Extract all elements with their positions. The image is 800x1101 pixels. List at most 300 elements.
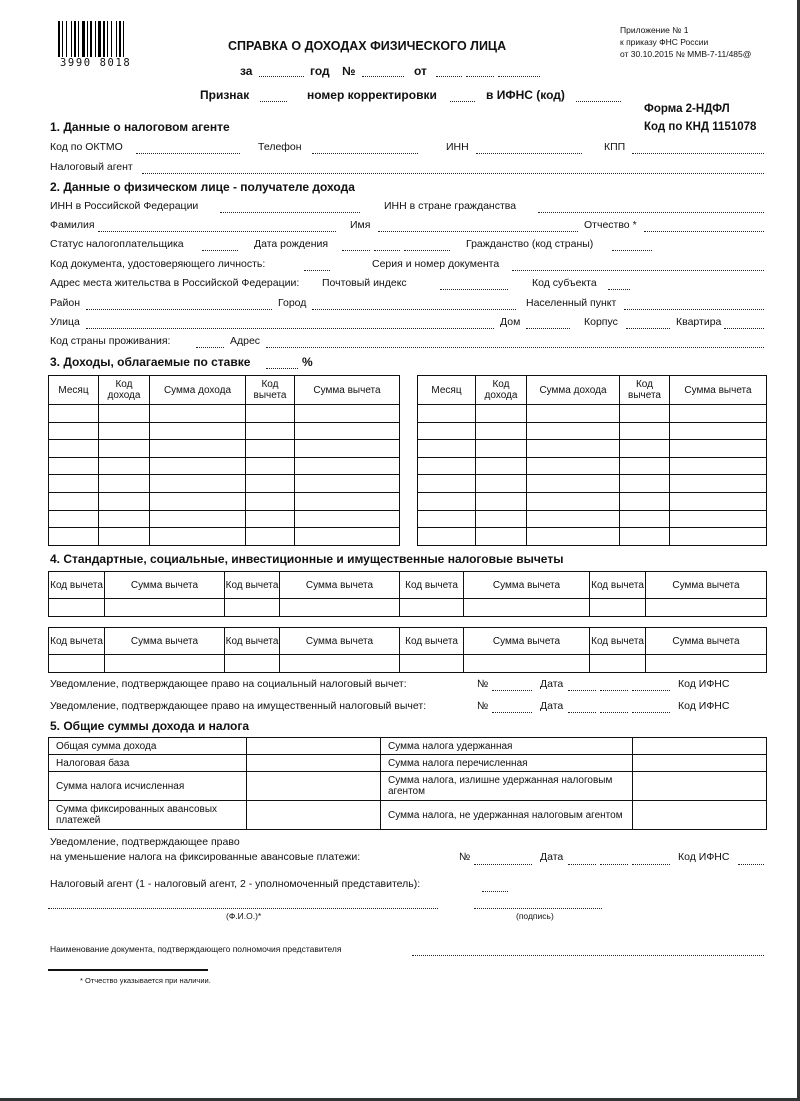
income-cell[interactable] (150, 422, 246, 440)
label-district: Район (50, 297, 80, 309)
income-cell[interactable] (295, 510, 400, 528)
name-field[interactable] (378, 231, 578, 232)
income-cell[interactable] (418, 422, 476, 440)
income-cell[interactable] (99, 422, 150, 440)
tax-agent-field[interactable] (142, 173, 764, 174)
income-cell[interactable] (418, 492, 476, 510)
income-cell[interactable] (670, 492, 767, 510)
ifns-code-field[interactable] (576, 101, 621, 102)
income-cell[interactable] (49, 457, 99, 475)
table-row (49, 738, 767, 755)
advance-no-field[interactable] (474, 864, 532, 865)
advance-date-label: Дата (540, 851, 564, 863)
income-cell[interactable] (49, 422, 99, 440)
notice-property-date-label: Дата (540, 700, 564, 712)
advance-ifns-field[interactable] (738, 864, 764, 865)
deduction-code-header: Код вычета (590, 628, 646, 655)
notice-property-ifns-label: Код ИФНС (678, 700, 730, 712)
income-cell[interactable] (49, 510, 99, 528)
table-row (49, 528, 400, 546)
right-income-header-row (418, 376, 767, 405)
deduction-cell[interactable] (49, 655, 105, 673)
deduction-sum-header: Сумма вычета (105, 572, 225, 599)
income-cell[interactable] (418, 457, 476, 475)
notice-social-month-field[interactable] (600, 690, 628, 691)
income-cell[interactable] (246, 492, 295, 510)
deduction-code-header: Код вычета (590, 572, 646, 599)
label-ifns-code: в ИФНС (код) (486, 88, 565, 102)
right-col-month-header: Месяц (418, 376, 476, 405)
barcode-bar (95, 21, 96, 57)
barcode-bar (74, 21, 76, 57)
barcode (58, 21, 154, 57)
label-correction-number: номер корректировки (307, 88, 437, 102)
label-street: Улица (50, 316, 80, 328)
deduction-cell[interactable] (280, 655, 400, 673)
label-house: Дом (500, 316, 521, 328)
income-cell[interactable] (476, 440, 527, 458)
phone-field[interactable] (312, 153, 418, 154)
notice-social-date-label: Дата (540, 678, 564, 690)
deduction-cell[interactable] (49, 599, 105, 617)
income-cell[interactable] (476, 528, 527, 546)
doc-series-field[interactable] (512, 270, 764, 271)
status-field[interactable] (202, 250, 238, 251)
surname-field[interactable] (98, 231, 336, 232)
income-cell[interactable] (246, 475, 295, 493)
income-cell[interactable] (295, 475, 400, 493)
income-cell[interactable] (246, 528, 295, 546)
deduction-cell[interactable] (646, 655, 767, 673)
deduction-cell[interactable] (280, 599, 400, 617)
income-cell[interactable] (670, 422, 767, 440)
table-row (49, 510, 400, 528)
income-cell[interactable] (620, 528, 670, 546)
totals-label-right: Сумма налога, излишне удержанная налоговым агентом (381, 772, 633, 801)
income-cell[interactable] (527, 422, 620, 440)
table-row (418, 405, 767, 423)
income-cell[interactable] (295, 440, 400, 458)
table-row (49, 599, 767, 617)
income-cell[interactable] (418, 405, 476, 423)
advance-month-field[interactable] (600, 864, 628, 865)
income-cell[interactable] (527, 510, 620, 528)
income-cell[interactable] (246, 422, 295, 440)
totals-value-left[interactable] (247, 738, 381, 755)
income-cell[interactable] (150, 510, 246, 528)
address-field[interactable] (266, 347, 764, 348)
table-row (49, 475, 400, 493)
form-title: СПРАВКА О ДОХОДАХ ФИЗИЧЕСКОГО ЛИЦА (228, 39, 507, 53)
deduction-sum-header: Сумма вычета (105, 628, 225, 655)
label-birth-date: Дата рождения (254, 238, 329, 250)
label-city: Город (278, 297, 307, 309)
label-doc-series: Серия и номер документа (372, 258, 500, 270)
totals-value-right[interactable] (633, 738, 767, 755)
street-field[interactable] (86, 328, 494, 329)
income-cell[interactable] (99, 492, 150, 510)
table-row (49, 422, 400, 440)
barcode-bar (71, 21, 72, 57)
income-cell[interactable] (620, 510, 670, 528)
income-cell[interactable] (49, 475, 99, 493)
notice-property-year-field[interactable] (632, 712, 670, 713)
deduction-code-header: Код вычета (400, 628, 464, 655)
birth-day-field[interactable] (342, 250, 370, 251)
income-cell[interactable] (527, 405, 620, 423)
table-row (418, 457, 767, 475)
deduction-cell[interactable] (646, 599, 767, 617)
region-code-field[interactable] (608, 289, 630, 290)
income-cell[interactable] (670, 457, 767, 475)
barcode-bar (103, 21, 105, 57)
apartment-field[interactable] (724, 328, 764, 329)
inn-foreign-field[interactable] (538, 212, 764, 213)
district-field[interactable] (86, 309, 272, 310)
right-col-deduction-code-header: Код вычета (620, 376, 670, 405)
income-table-left (48, 375, 400, 546)
totals-value-right[interactable] (633, 772, 767, 801)
label-region-code: Код субъекта (532, 277, 597, 289)
label-country: Код страны проживания: (50, 335, 171, 347)
deduction-sum-header: Сумма вычета (280, 628, 400, 655)
barcode-bar (107, 21, 108, 57)
section-1-title: 1. Данные о налоговом агенте (50, 120, 230, 134)
table-row (418, 528, 767, 546)
income-cell[interactable] (476, 492, 527, 510)
income-cell[interactable] (49, 492, 99, 510)
authority-document-field[interactable] (412, 955, 764, 956)
section-5-title: 5. Общие суммы дохода и налога (50, 719, 250, 733)
label-apartment: Квартира (676, 316, 722, 328)
form-name: Форма 2-НДФЛ (644, 103, 730, 115)
label-phone: Телефон (258, 141, 302, 153)
right-col-income-code-header: Код дохода (476, 376, 527, 405)
income-cell[interactable] (150, 405, 246, 423)
label-za: за (240, 64, 253, 78)
deductions-table-1 (48, 571, 767, 617)
deductions-header-row-1 (49, 572, 767, 599)
advance-ifns-label: Код ИФНС (678, 851, 730, 863)
notice-social-ifns-label: Код ИФНС (678, 678, 730, 690)
right-col-income-sum-header: Сумма дохода (527, 376, 620, 405)
label-kpp: КПП (604, 141, 626, 153)
left-col-deduction-sum-header: Сумма вычета (295, 376, 400, 405)
deduction-cell[interactable] (464, 599, 590, 617)
label-patronymic: Отчество * (584, 219, 637, 231)
deduction-cell[interactable] (105, 599, 225, 617)
income-cell[interactable] (246, 440, 295, 458)
label-address-rf: Адрес места жительства в Российской Федерации: (50, 277, 300, 289)
totals-value-right[interactable] (633, 755, 767, 772)
income-cell[interactable] (620, 440, 670, 458)
signature-caption: (подпись) (516, 911, 554, 921)
table-row (49, 655, 767, 673)
label-inn-foreign: ИНН в стране гражданства (384, 200, 517, 212)
table-row (49, 755, 767, 772)
income-cell[interactable] (49, 528, 99, 546)
barcode-bar (116, 21, 117, 57)
deduction-code-header: Код вычета (225, 572, 280, 599)
income-cell[interactable] (527, 475, 620, 493)
income-cell[interactable] (246, 510, 295, 528)
income-table-right (417, 375, 767, 546)
year-field[interactable] (259, 76, 304, 77)
barcode-bar (111, 21, 112, 57)
deduction-cell[interactable] (105, 655, 225, 673)
patronymic-field[interactable] (644, 231, 764, 232)
oktmo-field[interactable] (136, 153, 240, 154)
notice-social-day-field[interactable] (568, 690, 596, 691)
deduction-cell[interactable] (225, 599, 280, 617)
city-field[interactable] (312, 309, 516, 310)
deductions-table-2 (48, 627, 767, 673)
deduction-cell[interactable] (590, 655, 646, 673)
notice-social-no-field[interactable] (492, 690, 532, 691)
income-cell[interactable] (99, 440, 150, 458)
barcode-bars (58, 21, 154, 57)
section-2-title: 2. Данные о физическом лице - получателе дохода (50, 180, 355, 194)
birth-year-field[interactable] (404, 250, 450, 251)
left-col-deduction-code-header: Код вычета (246, 376, 295, 405)
birth-month-field[interactable] (374, 250, 400, 251)
label-ot: от (414, 64, 427, 78)
income-cell[interactable] (527, 440, 620, 458)
label-advance-notice-2: на уменьшение налога на фиксированные авансовые платежи: (50, 851, 361, 863)
table-row (49, 405, 400, 423)
deduction-sum-header: Сумма вычета (280, 572, 400, 599)
totals-table (48, 737, 767, 830)
percent-sign: % (302, 355, 313, 369)
section-4-title: 4. Стандартные, социальные, инвестиционные и имущественные налоговые вычеты (50, 552, 564, 566)
deduction-sum-header: Сумма вычета (464, 628, 590, 655)
inn-field[interactable] (476, 153, 582, 154)
number-field[interactable] (362, 76, 404, 77)
deduction-cell[interactable] (464, 655, 590, 673)
label-inn: ИНН (446, 141, 469, 153)
label-agent-type: Налоговый агент (1 - налоговый агент, 2 - уполномоченный представитель): (50, 878, 421, 890)
date-month-field[interactable] (466, 76, 494, 77)
income-cell[interactable] (295, 528, 400, 546)
advance-year-field[interactable] (632, 864, 670, 865)
notice-property-no-label: № (477, 700, 489, 712)
totals-value-left[interactable] (247, 772, 381, 801)
doc-code-field[interactable] (304, 270, 330, 271)
right-col-deduction-sum-header: Сумма вычета (670, 376, 767, 405)
income-cell[interactable] (246, 457, 295, 475)
income-cell[interactable] (295, 457, 400, 475)
form-knd: Код по КНД 1151078 (644, 121, 757, 133)
income-cell[interactable] (620, 457, 670, 475)
income-cell[interactable] (418, 475, 476, 493)
left-income-header-row (49, 376, 400, 405)
income-cell[interactable] (99, 475, 150, 493)
income-cell[interactable] (620, 405, 670, 423)
income-cell[interactable] (99, 528, 150, 546)
income-cell[interactable] (150, 492, 246, 510)
section-3-title: 3. Доходы, облагаемые по ставке (50, 355, 251, 369)
fio-field[interactable] (48, 908, 438, 909)
date-year-field[interactable] (498, 76, 540, 77)
notice-social-year-field[interactable] (632, 690, 670, 691)
notice-social-no-label: № (477, 678, 489, 690)
income-cell[interactable] (295, 422, 400, 440)
notice-property-no-field[interactable] (492, 712, 532, 713)
income-cell[interactable] (476, 457, 527, 475)
date-day-field[interactable] (436, 76, 462, 77)
footnote-separator (48, 969, 208, 971)
barcode-bar (82, 21, 85, 57)
income-cell[interactable] (670, 440, 767, 458)
income-cell[interactable] (476, 475, 527, 493)
income-cell[interactable] (49, 440, 99, 458)
building-field[interactable] (626, 328, 670, 329)
deduction-cell[interactable] (590, 599, 646, 617)
advance-no-label: № (459, 851, 471, 863)
income-cell[interactable] (670, 528, 767, 546)
table-row (418, 510, 767, 528)
signature-field[interactable] (474, 908, 602, 909)
label-notice-social: Уведомление, подтверждающее право на социальный налоговый вычет: (50, 678, 407, 690)
label-address: Адрес (230, 335, 261, 347)
totals-label-left: Сумма налога исчисленная (49, 772, 247, 801)
table-row (49, 801, 767, 830)
notice-property-day-field[interactable] (568, 712, 596, 713)
rate-field[interactable] (266, 368, 298, 369)
label-citizenship: Гражданство (код страны) (466, 238, 594, 250)
kpp-field[interactable] (632, 153, 764, 154)
income-cell[interactable] (418, 440, 476, 458)
deduction-sum-header: Сумма вычета (464, 572, 590, 599)
label-building: Корпус (584, 316, 618, 328)
table-row (49, 440, 400, 458)
income-cell[interactable] (670, 510, 767, 528)
label-advance-notice-1: Уведомление, подтверждающее право (50, 836, 240, 848)
country-field[interactable] (196, 347, 224, 348)
income-cell[interactable] (246, 405, 295, 423)
citizenship-field[interactable] (612, 250, 652, 251)
totals-label-right: Сумма налога перечисленная (381, 755, 633, 772)
label-authority-document: Наименование документа, подтверждающего полномочия представителя (50, 944, 342, 954)
agent-type-field[interactable] (482, 891, 508, 892)
income-cell[interactable] (670, 405, 767, 423)
label-inn-rf: ИНН в Российской Федерации (50, 200, 199, 212)
income-cell[interactable] (150, 440, 246, 458)
label-name: Имя (350, 219, 371, 231)
table-row (418, 492, 767, 510)
totals-value-left[interactable] (247, 755, 381, 772)
income-cell[interactable] (670, 475, 767, 493)
totals-label-left: Сумма фиксированных авансовых платежей (49, 801, 247, 830)
income-cell[interactable] (620, 492, 670, 510)
income-cell[interactable] (295, 405, 400, 423)
inn-rf-field[interactable] (220, 212, 360, 213)
label-postcode: Почтовый индекс (322, 277, 407, 289)
table-row (49, 492, 400, 510)
income-cell[interactable] (99, 405, 150, 423)
label-nomer: № (342, 64, 356, 78)
deduction-code-header: Код вычета (400, 572, 464, 599)
deduction-code-header: Код вычета (225, 628, 280, 655)
appendix-line-3: от 30.10.2015 № ММВ-7-11/485@ (620, 49, 752, 59)
label-surname: Фамилия (50, 219, 95, 231)
income-cell[interactable] (527, 492, 620, 510)
deduction-cell[interactable] (225, 655, 280, 673)
appendix-line-1: Приложение № 1 (620, 25, 689, 35)
deduction-code-header: Код вычета (49, 572, 105, 599)
priznak-field[interactable] (260, 101, 287, 102)
income-cell[interactable] (49, 405, 99, 423)
deduction-cell[interactable] (400, 599, 464, 617)
income-cell[interactable] (527, 528, 620, 546)
deduction-sum-header: Сумма вычета (646, 572, 767, 599)
house-field[interactable] (526, 328, 570, 329)
deductions-header-row-2 (49, 628, 767, 655)
income-cell[interactable] (418, 528, 476, 546)
advance-day-field[interactable] (568, 864, 596, 865)
income-cell[interactable] (150, 457, 246, 475)
barcode-bar (66, 21, 67, 57)
barcode-number: 3990 8018 (60, 57, 132, 69)
table-row (418, 475, 767, 493)
table-row (418, 440, 767, 458)
left-col-month-header: Месяц (49, 376, 99, 405)
barcode-bar (87, 21, 88, 57)
locality-field[interactable] (624, 309, 764, 310)
notice-property-month-field[interactable] (600, 712, 628, 713)
barcode-bar (119, 21, 121, 57)
label-doc-code: Код документа, удостоверяющего личность: (50, 258, 266, 270)
totals-label-right: Сумма налога, не удержанная налоговым агентом (381, 801, 633, 830)
income-cell[interactable] (99, 510, 150, 528)
income-cell[interactable] (150, 475, 246, 493)
income-cell[interactable] (295, 492, 400, 510)
income-cell[interactable] (99, 457, 150, 475)
postcode-field[interactable] (440, 289, 508, 290)
label-status: Статус налогоплательщика (50, 238, 184, 250)
income-cell[interactable] (476, 510, 527, 528)
left-col-income-code-header: Код дохода (99, 376, 150, 405)
deduction-cell[interactable] (400, 655, 464, 673)
totals-label-left: Общая сумма дохода (49, 738, 247, 755)
label-notice-property: Уведомление, подтверждающее право на имущественный налоговый вычет: (50, 700, 427, 712)
barcode-bar (90, 21, 92, 57)
barcode-bar (98, 21, 101, 57)
totals-value-right[interactable] (633, 801, 767, 830)
income-cell[interactable] (150, 528, 246, 546)
income-cell[interactable] (620, 475, 670, 493)
correction-number-field[interactable] (450, 101, 475, 102)
income-cell[interactable] (418, 510, 476, 528)
left-col-income-sum-header: Сумма дохода (150, 376, 246, 405)
label-priznak: Признак (200, 88, 250, 102)
income-cell[interactable] (527, 457, 620, 475)
barcode-bar (123, 21, 124, 57)
label-tax-agent: Налоговый агент (50, 161, 133, 173)
label-locality: Населенный пункт (526, 297, 617, 309)
income-cell[interactable] (476, 405, 527, 423)
income-cell[interactable] (476, 422, 527, 440)
label-oktmo: Код по ОКТМО (50, 141, 123, 153)
totals-label-left: Налоговая база (49, 755, 247, 772)
table-row (418, 422, 767, 440)
totals-value-left[interactable] (247, 801, 381, 830)
barcode-bar (62, 21, 63, 57)
appendix-line-2: к приказу ФНС России (620, 37, 709, 47)
label-god: год (310, 64, 330, 78)
table-row (49, 457, 400, 475)
income-cell[interactable] (620, 422, 670, 440)
